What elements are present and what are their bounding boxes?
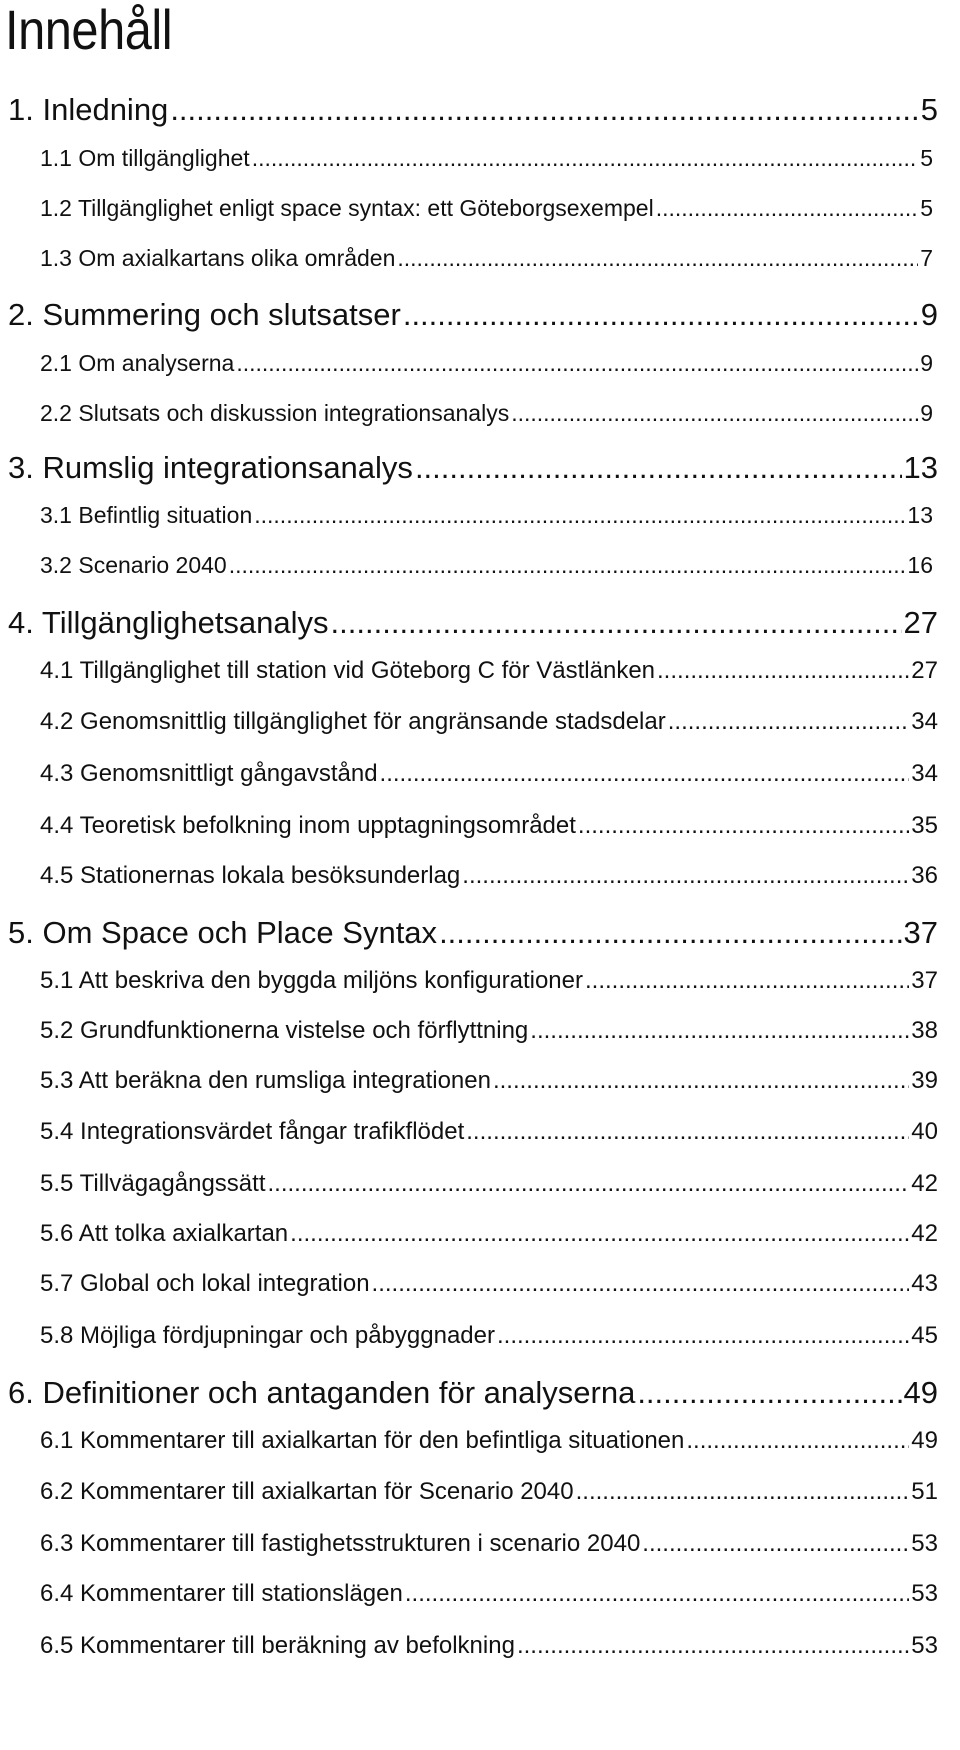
toc-dot-leader	[686, 1427, 909, 1455]
toc-page-number: 40	[911, 1118, 938, 1145]
toc-page-number: 34	[911, 760, 938, 787]
toc-entry[interactable]	[40, 195, 933, 222]
toc-dot-leader	[578, 812, 909, 840]
toc-entry[interactable]	[40, 350, 933, 377]
toc-page-number: 37	[911, 967, 938, 994]
toc-dot-leader	[493, 1067, 909, 1095]
toc-page-number: 37	[903, 915, 938, 950]
toc-dot-leader	[668, 708, 910, 736]
toc-entry[interactable]	[8, 297, 938, 333]
toc-entry-title: 5. Om Space och Place Syntax	[8, 915, 438, 950]
toc-entry-title: 1.2 Tillgänglighet enligt space syntax: ett Göteborgsexempel	[40, 195, 654, 221]
toc-entry-title: 2.1 Om analyserna	[40, 350, 235, 376]
toc-page-number: 49	[911, 1427, 938, 1454]
toc-entry[interactable]	[40, 1067, 938, 1095]
toc-entry-title: 4. Tillgänglighetsanalys	[8, 605, 329, 640]
toc-dot-leader	[405, 1580, 909, 1608]
toc-page-number: 36	[911, 862, 938, 889]
toc-entry-title: 5.2 Grundfunktionerna vistelse och förflyttning	[40, 1017, 529, 1044]
toc-entry-title: 5.1 Att beskriva den byggda miljöns konfigurationer	[40, 967, 583, 994]
toc-dot-leader	[331, 605, 902, 641]
toc-dot-leader	[290, 1220, 909, 1248]
toc-dot-leader	[530, 1017, 909, 1045]
toc-page-number: 53	[911, 1580, 938, 1607]
toc-entry[interactable]	[40, 708, 938, 736]
toc-entry-title: 3.1 Befintlig situation	[40, 502, 253, 528]
toc-entry[interactable]	[40, 552, 933, 579]
toc-entry-title: 5.4 Integrationsvärdet fångar trafikflödet	[40, 1118, 465, 1145]
toc-entry-title: 4.2 Genomsnittlig tillgänglighet för angränsande stadsdelar	[40, 708, 666, 735]
toc-entry-title: 5.7 Global och lokal integration	[40, 1270, 370, 1297]
toc-entry-title: 5.6 Att tolka axialkartan	[40, 1220, 289, 1247]
toc-page-number: 5	[920, 92, 938, 127]
toc-entry[interactable]	[8, 915, 938, 951]
toc-dot-leader	[439, 915, 901, 951]
toc-dot-leader	[585, 967, 909, 995]
toc-entry[interactable]	[40, 967, 938, 995]
toc-entry-title: 6. Definitioner och antaganden för analyserna	[8, 1375, 636, 1410]
toc-page-number: 13	[903, 450, 938, 485]
toc-page-number: 5	[920, 145, 933, 171]
toc-entry-title: 4.4 Teoretisk befolkning inom upptagningsområdet	[40, 812, 576, 839]
toc-dot-leader	[576, 1478, 910, 1506]
toc-entry-title: 4.5 Stationernas lokala besöksunderlag	[40, 862, 461, 889]
page-title: Innehåll	[5, 0, 173, 61]
toc-entry[interactable]	[40, 1118, 938, 1146]
toc-page-number: 27	[903, 605, 938, 640]
toc-entry[interactable]	[40, 1632, 938, 1660]
toc-dot-leader	[657, 657, 909, 685]
toc-page-number: 13	[907, 502, 933, 528]
toc-dot-leader	[372, 1270, 910, 1298]
toc-page-number: 9	[920, 400, 933, 426]
toc-entry-title: 1.3 Om axialkartans olika områden	[40, 245, 396, 271]
toc-entry-title: 2. Summering och slutsatser	[8, 297, 401, 332]
toc-entry-title: 3.2 Scenario 2040	[40, 552, 227, 578]
toc-dot-leader	[254, 502, 905, 529]
toc-entry[interactable]	[40, 145, 933, 172]
toc-page-number: 9	[920, 350, 933, 376]
toc-page-number: 51	[911, 1478, 938, 1505]
toc-page-number: 43	[911, 1270, 938, 1297]
toc-entry[interactable]	[40, 1017, 938, 1045]
toc-page-number: 27	[911, 657, 938, 684]
toc-dot-leader	[511, 400, 918, 427]
toc-page-number: 34	[911, 708, 938, 735]
toc-entry[interactable]	[40, 862, 938, 890]
toc-entry[interactable]	[40, 1427, 938, 1455]
toc-entry[interactable]	[40, 1530, 938, 1558]
toc-dot-leader	[637, 1375, 901, 1411]
toc-page-number: 5	[920, 195, 933, 221]
toc-dot-leader	[236, 350, 918, 377]
toc-dot-leader	[415, 450, 902, 486]
toc-dot-leader	[497, 1322, 909, 1350]
toc-entry[interactable]	[40, 812, 938, 840]
toc-entry-title: 6.4 Kommentarer till stationslägen	[40, 1580, 403, 1607]
toc-page-number: 53	[911, 1632, 938, 1659]
toc-page-number: 42	[911, 1170, 938, 1197]
toc-dot-leader	[380, 760, 910, 788]
toc-entry-title: 4.1 Tillgänglighet till station vid Göteborg C för Västlänken	[40, 657, 656, 684]
toc-entry[interactable]	[8, 605, 938, 641]
toc-entry-title: 2.2 Slutsats och diskussion integrationsanalys	[40, 400, 510, 426]
toc-entry[interactable]	[40, 657, 938, 685]
toc-page-number: 45	[911, 1322, 938, 1349]
toc-dot-leader	[517, 1632, 909, 1660]
toc-entry-title: 5.8 Möjliga fördjupningar och påbyggnader	[40, 1322, 495, 1349]
toc-page-number: 38	[911, 1017, 938, 1044]
toc-page-number: 16	[907, 552, 933, 578]
toc-entry-title: 1. Inledning	[8, 92, 169, 127]
toc-page-number: 39	[911, 1067, 938, 1094]
toc-dot-leader	[229, 552, 906, 579]
toc-dot-leader	[267, 1170, 909, 1198]
toc-entry[interactable]	[8, 1375, 938, 1411]
toc-entry-title: 4.3 Genomsnittligt gångavstånd	[40, 760, 378, 787]
toc-entry[interactable]	[40, 1478, 938, 1506]
toc-dot-leader	[252, 145, 919, 172]
toc-dot-leader	[656, 195, 919, 222]
toc-entry[interactable]	[40, 1220, 938, 1248]
toc-entry[interactable]	[40, 1580, 938, 1608]
toc-page-number: 9	[920, 297, 938, 332]
toc-dot-leader	[170, 92, 918, 128]
toc-page-number: 53	[911, 1530, 938, 1557]
toc-entry[interactable]	[8, 92, 938, 128]
toc-entry-title: 5.5 Tillvägagångssätt	[40, 1170, 266, 1197]
toc-entry-title: 6.5 Kommentarer till beräkning av befolkning	[40, 1632, 515, 1659]
toc-entry[interactable]	[8, 450, 938, 486]
toc-entry-title: 6.2 Kommentarer till axialkartan för Scenario 2040	[40, 1478, 574, 1505]
toc-entry[interactable]	[40, 760, 938, 788]
toc-entry[interactable]	[40, 245, 933, 272]
toc-dot-leader	[466, 1118, 909, 1146]
toc-entry-title: 6.3 Kommentarer till fastighetsstrukturen i scenario 2040	[40, 1530, 641, 1557]
toc-entry[interactable]	[40, 400, 933, 427]
toc-page-number: 49	[903, 1375, 938, 1410]
toc-page-number: 35	[911, 812, 938, 839]
toc-entry-title: 1.1 Om tillgänglighet	[40, 145, 250, 171]
toc-entry-title: 6.1 Kommentarer till axialkartan för den befintliga situationen	[40, 1427, 685, 1454]
toc-dot-leader	[642, 1530, 909, 1558]
toc-dot-leader	[462, 862, 909, 890]
toc-entry-title: 3. Rumslig integrationsanalys	[8, 450, 413, 485]
toc-dot-leader	[397, 245, 918, 272]
toc-entry[interactable]	[40, 1322, 938, 1350]
toc-entry-title: 5.3 Att beräkna den rumsliga integrationen	[40, 1067, 491, 1094]
toc-page-number: 42	[911, 1220, 938, 1247]
toc-entry[interactable]	[40, 502, 933, 529]
toc-entry[interactable]	[40, 1270, 938, 1298]
toc-page-number: 7	[920, 245, 933, 271]
toc-dot-leader	[403, 297, 919, 333]
toc-entry[interactable]	[40, 1170, 938, 1198]
